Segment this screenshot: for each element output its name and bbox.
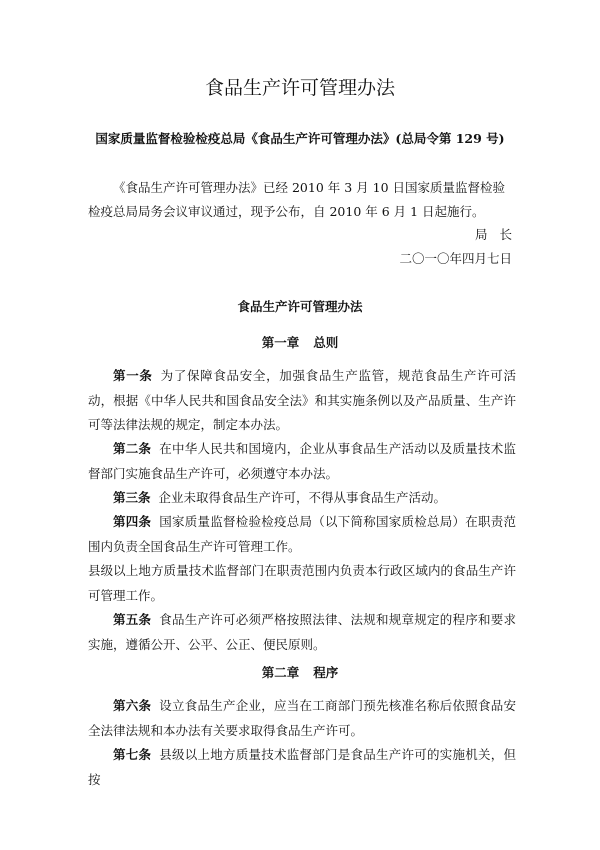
article-text: 县级以上地方质量技术监督部门在职责范围内负责本行政区域内的食品生产许可管理工作。: [88, 563, 516, 603]
article-text: 企业未取得食品生产许可，不得从事食品生产活动。: [158, 490, 447, 505]
article-paragraph: [88, 559, 516, 608]
article-text: 国家质量监督检验检疫总局（以下简称国家质检总局）在职责范围内负责全国食品生产许可管理工作。: [88, 514, 516, 554]
chapter-heading-2: [0, 664, 600, 682]
article-paragraph: [88, 608, 516, 657]
article-label: 第五条: [113, 612, 152, 627]
chapter-name: 总则: [313, 335, 339, 350]
chapter-name: 程序: [313, 665, 339, 680]
article-text: 设立食品生产企业，应当在工商部门预先核准名称后依照食品安全法律法规和本办法有关要求取得食品生产许可。: [88, 698, 516, 738]
chapter-number: 第一章: [261, 335, 300, 350]
article-paragraph: [88, 694, 516, 743]
article-paragraph: [88, 364, 516, 438]
article-paragraph: [88, 743, 516, 792]
article-text: 为了保障食品安全，加强食品生产监管，规范食品生产许可活动，根据《中华人民共和国食品安全法》和其实施条例以及产品质量、生产许可等法律法规的规定，制定本办法。: [88, 368, 516, 432]
article-paragraph: [88, 510, 516, 559]
article-paragraph: [88, 437, 516, 486]
chapter-number: 第二章: [261, 665, 300, 680]
document-title: 食品生产许可管理办法: [204, 77, 395, 99]
article-label: 第六条: [113, 698, 152, 713]
article-paragraph: [88, 486, 516, 511]
intro-paragraph: 《食品生产许可管理办法》已经 2010 年 3 月 10 日国家质量监督检验检疫总局局务会议审议通过，现予公布，自 2010 年 6 月 1 日起施行。: [88, 180, 506, 219]
article-label: 第七条: [113, 747, 152, 762]
article-text: 在中华人民共和国境内，企业从事食品生产活动以及质量技术监督部门实施食品生产许可，必须遵守本办法。: [88, 441, 516, 481]
signature-date: 二〇一〇年四月七日: [399, 251, 512, 266]
chapter-heading-1: [0, 334, 600, 352]
article-label: 第一条: [113, 368, 153, 383]
article-label: 第三条: [113, 490, 151, 505]
section-heading: 食品生产许可管理办法: [237, 299, 363, 314]
article-text: 县级以上地方质量技术监督部门是食品生产许可的实施机关，但按: [88, 747, 516, 787]
article-label: 第二条: [113, 441, 152, 456]
article-label: 第四条: [113, 514, 152, 529]
signature-role: 局长: [474, 227, 524, 242]
article-text: 食品生产许可必须严格按照法律、法规和规章规定的程序和要求实施，遵循公开、公平、公正、便民原则。: [88, 612, 516, 652]
document-subtitle: 国家质量监督检验检疫总局《食品生产许可管理办法》(总局令第 129 号): [95, 131, 505, 146]
